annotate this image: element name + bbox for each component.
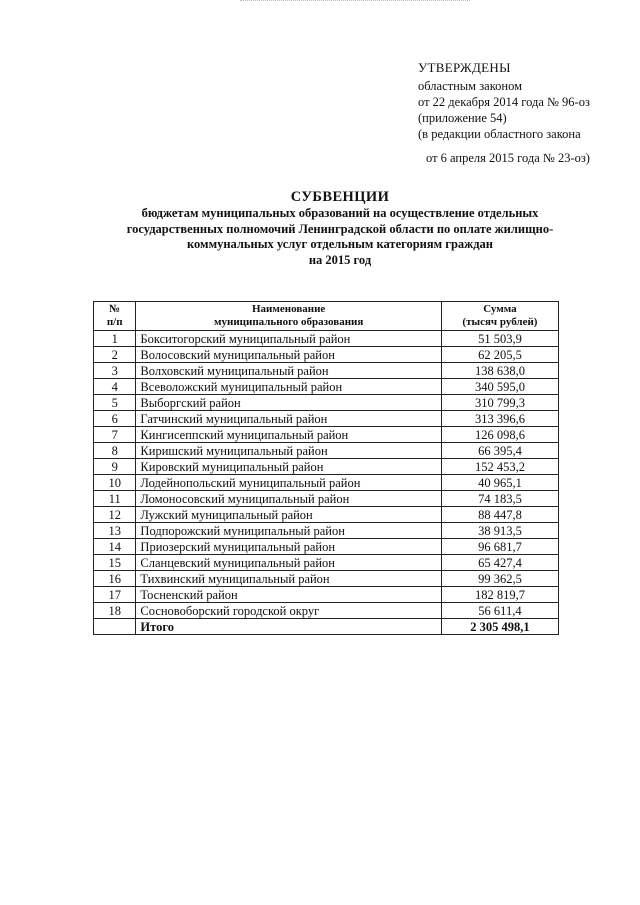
row-sum: 40 965,1 xyxy=(441,475,558,491)
row-sum: 62 205,5 xyxy=(441,347,558,363)
row-number: 6 xyxy=(94,411,136,427)
title-main: СУБВЕНЦИИ xyxy=(290,189,390,205)
row-name: Тихвинский муниципальный район xyxy=(136,571,441,587)
row-number: 12 xyxy=(94,507,136,523)
row-sum: 56 611,4 xyxy=(441,603,558,619)
table-row xyxy=(94,603,559,619)
subventions-table xyxy=(93,301,559,635)
row-name: Киришский муниципальный район xyxy=(136,443,441,459)
row-name: Кировский муниципальный район xyxy=(136,459,441,475)
row-number: 3 xyxy=(94,363,136,379)
row-number: 10 xyxy=(94,475,136,491)
table-row xyxy=(94,587,559,603)
row-number: 8 xyxy=(94,443,136,459)
row-name: Приозерский муниципальный район xyxy=(136,539,441,555)
row-sum: 88 447,8 xyxy=(441,507,558,523)
row-sum: 126 098,6 xyxy=(441,427,558,443)
row-sum: 38 913,5 xyxy=(441,523,558,539)
row-name: Кингисеппский муниципальный район xyxy=(136,427,441,443)
approval-heading: УТВЕРЖДЕНЫ xyxy=(418,60,511,75)
table-row xyxy=(94,411,559,427)
row-sum: 74 183,5 xyxy=(441,491,558,507)
row-number: 14 xyxy=(94,539,136,555)
table-row xyxy=(94,555,559,571)
header-sum-line-1: Сумма xyxy=(483,303,517,315)
row-sum: 152 453,2 xyxy=(441,459,558,475)
row-name: Лужский муниципальный район xyxy=(136,507,441,523)
row-name: Лодейнопольский муниципальный район xyxy=(136,475,441,491)
row-name: Бокситогорский муниципальный район xyxy=(136,331,441,347)
header-name xyxy=(136,302,441,331)
header-sum xyxy=(441,302,558,331)
title-line-1: бюджетам муниципальных образований на осуществление отдельных xyxy=(141,206,539,220)
row-name: Гатчинский муниципальный район xyxy=(136,411,441,427)
header-name-line-1: Наименование xyxy=(251,303,326,315)
table-row xyxy=(94,507,559,523)
table-row xyxy=(94,523,559,539)
table-row xyxy=(94,363,559,379)
row-name: Сосновоборский городской округ xyxy=(136,603,441,619)
row-sum: 66 395,4 xyxy=(441,443,558,459)
table-row xyxy=(94,331,559,347)
table-row xyxy=(94,347,559,363)
header-name-line-2: муниципального образования xyxy=(213,316,364,328)
header-number-line-2: п/п xyxy=(106,316,123,328)
approval-line-1: областным законом xyxy=(418,79,523,93)
row-sum: 99 362,5 xyxy=(441,571,558,587)
row-number: 9 xyxy=(94,459,136,475)
table-row xyxy=(94,491,559,507)
approval-line-5: от 6 апреля 2015 года № 23-оз) xyxy=(426,151,590,165)
row-name: Волосовский муниципальный район xyxy=(136,347,441,363)
row-number: 7 xyxy=(94,427,136,443)
row-sum: 340 595,0 xyxy=(441,379,558,395)
header-sum-line-2: (тысяч рублей) xyxy=(462,316,538,328)
total-sum: 2 305 498,1 xyxy=(441,619,558,635)
row-number: 16 xyxy=(94,571,136,587)
table-row xyxy=(94,443,559,459)
scan-artifact xyxy=(240,0,470,4)
row-name: Тосненский район xyxy=(136,587,441,603)
row-sum: 310 799,3 xyxy=(441,395,558,411)
approval-line-4: (в редакции областного закона xyxy=(418,127,581,141)
header-number xyxy=(94,302,136,331)
title-line-4: на 2015 год xyxy=(308,252,372,267)
document-title xyxy=(80,188,600,268)
table-row xyxy=(94,395,559,411)
total-label: Итого xyxy=(136,619,441,635)
row-sum: 182 819,7 xyxy=(441,587,558,603)
row-sum: 96 681,7 xyxy=(441,539,558,555)
row-number: 18 xyxy=(94,603,136,619)
table-row xyxy=(94,539,559,555)
row-number: 17 xyxy=(94,587,136,603)
table-row xyxy=(94,571,559,587)
row-sum: 313 396,6 xyxy=(441,411,558,427)
row-name: Всеволожский муниципальный район xyxy=(136,379,441,395)
row-number: 1 xyxy=(94,331,136,347)
table-row xyxy=(94,475,559,491)
total-row xyxy=(94,619,559,635)
row-name: Сланцевский муниципальный район xyxy=(136,555,441,571)
table-row xyxy=(94,427,559,443)
row-name: Волховский муниципальный район xyxy=(136,363,441,379)
total-number-cell xyxy=(94,619,136,635)
row-number: 5 xyxy=(94,395,136,411)
header-number-line-1: № xyxy=(109,303,121,315)
row-number: 13 xyxy=(94,523,136,539)
title-line-2: государственных полномочий Ленинградской области по оплате жилищно- xyxy=(126,221,554,236)
approval-line-3: (приложение 54) xyxy=(418,111,507,125)
row-name: Выборгский район xyxy=(136,395,441,411)
table-row xyxy=(94,379,559,395)
row-sum: 65 427,4 xyxy=(441,555,558,571)
approval-stamp xyxy=(418,60,628,166)
row-name: Ломоносовский муниципальный район xyxy=(136,491,441,507)
table-row xyxy=(94,459,559,475)
approval-line-2: от 22 декабря 2014 года № 96-оз xyxy=(418,95,590,109)
row-number: 2 xyxy=(94,347,136,363)
row-name: Подпорожский муниципальный район xyxy=(136,523,441,539)
row-number: 11 xyxy=(94,491,136,507)
row-number: 4 xyxy=(94,379,136,395)
row-sum: 138 638,0 xyxy=(441,363,558,379)
row-number: 15 xyxy=(94,555,136,571)
row-sum: 51 503,9 xyxy=(441,331,558,347)
table-header-row xyxy=(94,302,559,331)
title-line-3: коммунальных услуг отдельным категориям граждан xyxy=(187,237,493,251)
